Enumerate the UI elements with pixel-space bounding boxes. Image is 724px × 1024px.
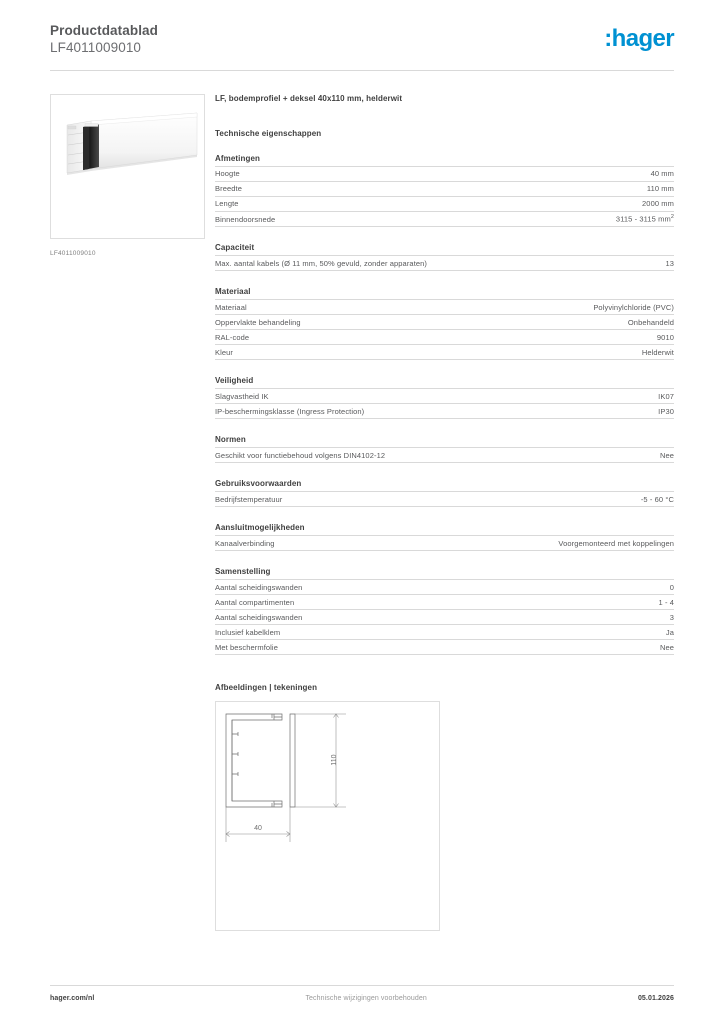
- footer-date: 05.01.2026: [637, 995, 674, 1002]
- technical-drawing-box: [215, 701, 440, 931]
- spec-group: [215, 523, 674, 551]
- spec-group: [215, 243, 674, 271]
- drawings-title: Afbeeldingen | tekeningen: [215, 683, 318, 693]
- product-photo: [59, 107, 199, 179]
- spec-value: 2000 mm: [642, 199, 674, 209]
- spec-row: [215, 535, 674, 551]
- header-divider: [50, 70, 674, 71]
- spec-label: Aantal scheidingswanden: [215, 582, 303, 592]
- spec-label: Oppervlakte behandeling: [215, 317, 301, 327]
- spec-label: Materiaal: [215, 302, 247, 312]
- spec-value: Nee: [659, 450, 674, 460]
- spec-value: 3115 - 3115 $mm^2$: [615, 214, 674, 224]
- spec-label: Met beschermfolie: [215, 642, 278, 652]
- product-description: LF, bodemprofiel + deksel 40x110 mm, helderwit: [215, 93, 403, 103]
- spec-value: Helderwit: [641, 347, 674, 357]
- spec-group: [215, 287, 674, 360]
- spec-row: [215, 166, 674, 181]
- spec-label: Hoogte: [215, 169, 240, 179]
- spec-label: Lengte: [215, 199, 239, 209]
- spec-value: Polyvinylchloride (PVC): [593, 302, 674, 312]
- spec-row: [215, 594, 674, 609]
- spec-group: [215, 154, 674, 228]
- technical-properties-title: Technische eigenschappen: [215, 128, 322, 138]
- footer-website[interactable]: hager.com/nl: [50, 995, 95, 1002]
- spec-value: IP30: [658, 406, 674, 416]
- page-title: Productdatablad: [50, 23, 159, 38]
- spec-value: Onbehandeld: [627, 317, 674, 327]
- spec-label: Slagvastheid IK: [215, 391, 269, 401]
- spec-group: [215, 567, 674, 655]
- spec-label: RAL-code: [215, 332, 250, 342]
- spec-label: Inclusief kabelklem: [215, 627, 281, 637]
- spec-label: Geschikt voor functiebehoud volgens DIN4102-12: [215, 450, 386, 460]
- spec-group: [215, 376, 674, 419]
- spec-value: Nee: [659, 642, 674, 652]
- spec-row: [215, 624, 674, 639]
- footer-disclaimer: Technische wijzigingen voorbehouden: [305, 995, 427, 1002]
- spec-row: [215, 314, 674, 329]
- spec-group-title: Veiligheid: [215, 376, 254, 386]
- cross-section-drawing: [216, 702, 441, 932]
- spec-label: Kleur: [215, 347, 234, 357]
- spec-row: [215, 403, 674, 419]
- spec-label: Aantal scheidingswanden: [215, 612, 303, 622]
- spec-row: [215, 299, 674, 314]
- spec-value: 9010: [656, 332, 674, 342]
- spec-label: IP-beschermingsklasse (Ingress Protection): [215, 406, 365, 416]
- spec-group-title: Materiaal: [215, 287, 251, 297]
- spec-label: Max. aantal kabels (Ø 11 mm, 50% gevuld, zonder apparaten): [215, 258, 428, 268]
- spec-value: 1 - 4: [658, 597, 674, 607]
- spec-value: 0: [669, 582, 674, 592]
- spec-value: 3: [669, 612, 674, 622]
- spec-row: [215, 609, 674, 624]
- spec-group: [215, 435, 674, 463]
- spec-group-title: Samenstelling: [215, 567, 271, 577]
- spec-row: [215, 181, 674, 196]
- spec-value: 110 mm: [646, 184, 674, 194]
- spec-label: Kanaalverbinding: [215, 538, 275, 548]
- dimension-width-label: 40: [254, 825, 262, 833]
- product-image-box: [50, 94, 205, 239]
- product-image-caption: LF4011009010: [50, 249, 96, 257]
- spec-row: [215, 344, 674, 360]
- spec-value: Voorgemonteerd met koppelingen: [558, 538, 674, 548]
- spec-row: [215, 639, 674, 655]
- spec-group-title: Capaciteit: [215, 243, 255, 253]
- spec-group-title: Aansluitmogelijkheden: [215, 523, 305, 533]
- product-image-column: [50, 94, 215, 932]
- dimension-height-label: 110: [331, 754, 338, 766]
- spec-row: [215, 579, 674, 594]
- spec-row: [215, 255, 674, 271]
- spec-row: [215, 329, 674, 344]
- footer-divider: [50, 985, 674, 986]
- spec-value: 40 mm: [650, 169, 674, 179]
- page-footer: [50, 985, 674, 1002]
- spec-label: Aantal compartimenten: [215, 597, 295, 607]
- spec-label: Bedrijfstemperatuur: [215, 494, 283, 504]
- content-area: [50, 94, 674, 932]
- spec-group-title: Normen: [215, 435, 246, 445]
- spec-row: [215, 196, 674, 211]
- spec-value: Ja: [665, 627, 674, 637]
- specifications-column: [215, 94, 674, 932]
- spec-value: 13: [665, 258, 674, 268]
- spec-value: -5 - 60 °C: [640, 494, 674, 504]
- product-code: LF4011009010: [50, 39, 142, 55]
- header-titles: [50, 23, 158, 57]
- spec-group: [215, 479, 674, 507]
- spec-label: Binnendoorsnede: [215, 214, 276, 224]
- page-header: [50, 0, 674, 57]
- spec-table: [215, 154, 674, 656]
- spec-value: IK07: [658, 391, 674, 401]
- spec-group-title: Gebruiksvoorwaarden: [215, 479, 302, 489]
- spec-row: [215, 447, 674, 463]
- hager-logo: :hager: [604, 25, 674, 52]
- spec-row: [215, 491, 674, 507]
- spec-row: [215, 388, 674, 403]
- spec-row: [215, 211, 674, 228]
- spec-label: Breedte: [215, 184, 242, 194]
- spec-group-title: Afmetingen: [215, 153, 260, 163]
